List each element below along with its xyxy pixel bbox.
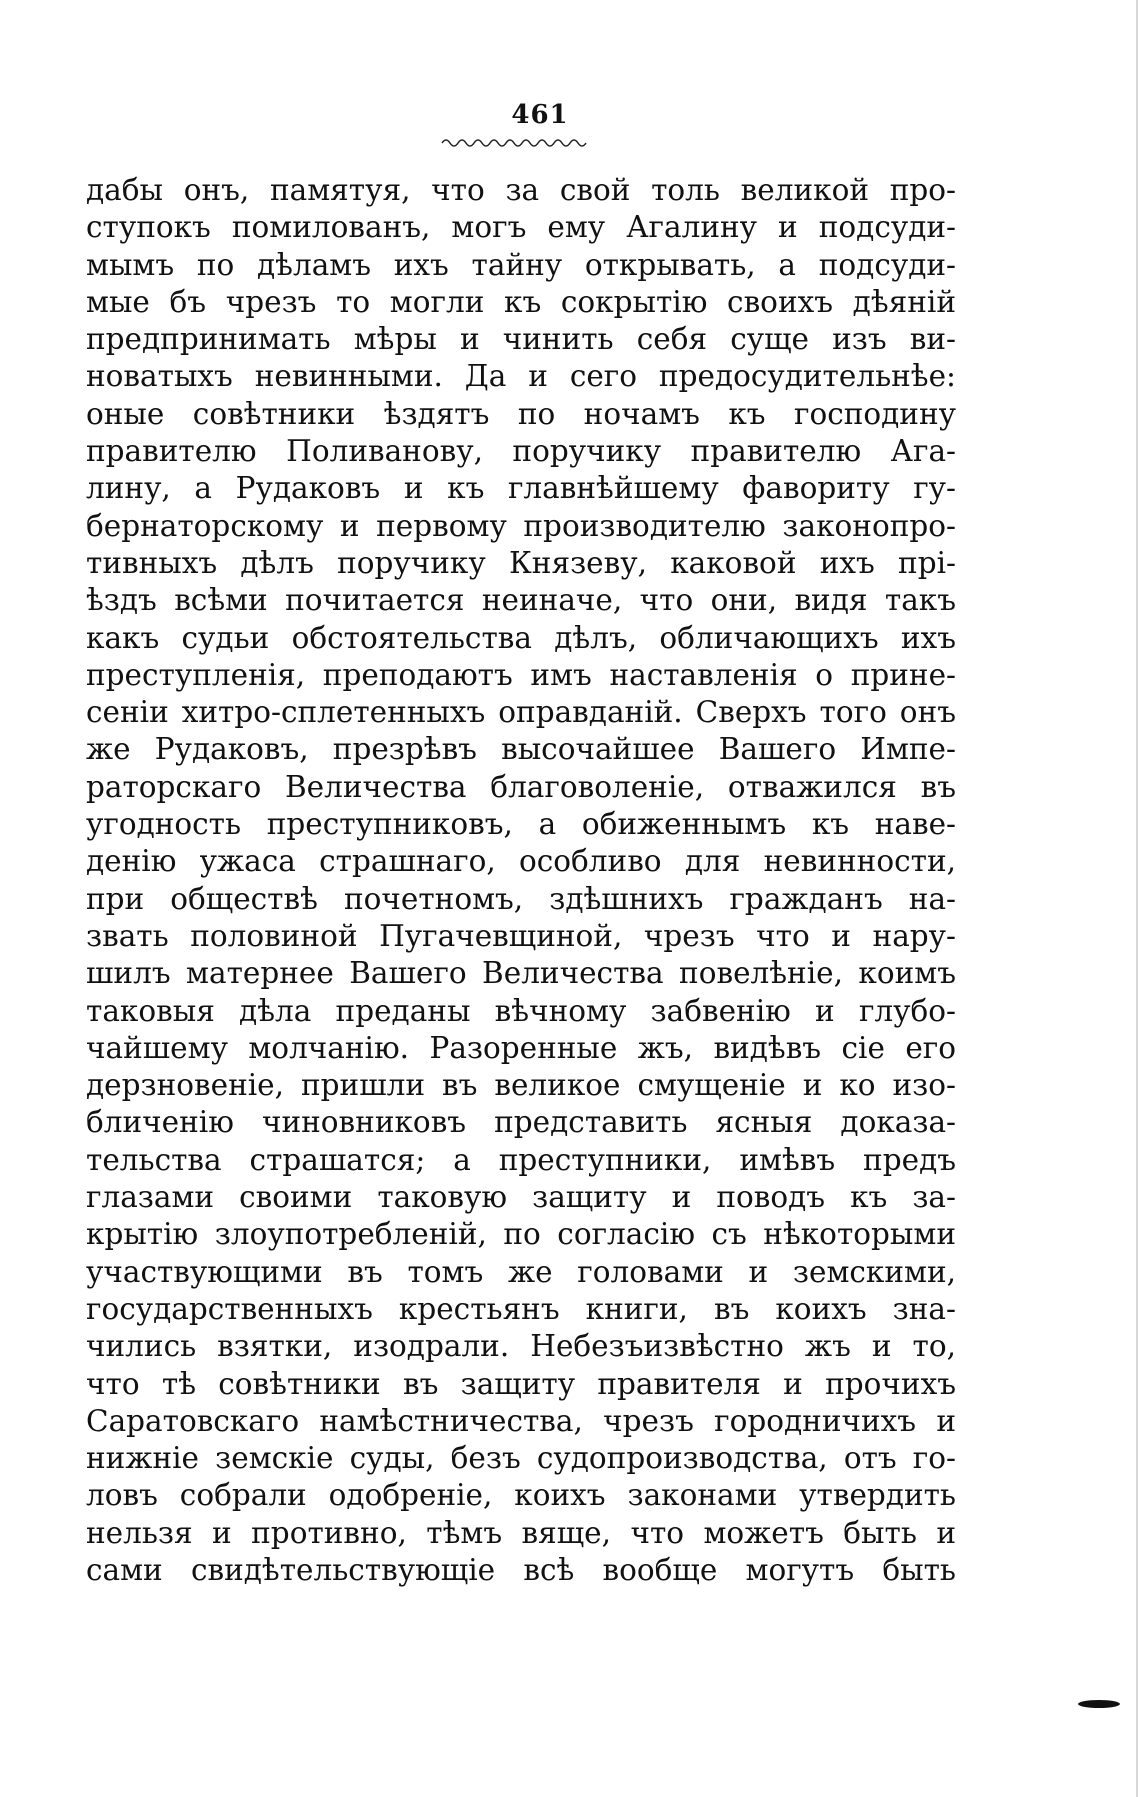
text-line: нельзя и противно, тѣмъ вяще, что можетъ быть и xyxy=(86,1515,956,1550)
text-line: сами свидѣтельствующіе всѣ вообще могутъ быть xyxy=(86,1552,956,1587)
text-line: ступокъ помилованъ, могъ ему Агалину и подсуди- xyxy=(86,210,956,245)
text-line: тивныхъ дѣлъ поручику Князеву, каковой ихъ прі- xyxy=(86,545,956,580)
text-line: участвующими въ томъ же головами и земскими, xyxy=(86,1254,956,1289)
wavy-ornament-divider xyxy=(440,135,590,149)
body-text xyxy=(86,172,956,1589)
text-line: глазами своими таковую защиту и поводъ къ за- xyxy=(86,1180,956,1215)
text-line: раторскаго Величества благоволеніе, отважился въ xyxy=(86,769,956,804)
text-line: шилъ матернее Вашего Величества повелѣніе, коимъ xyxy=(86,956,956,991)
text-line: тельства страшатся; а преступники, имѣвъ предъ xyxy=(86,1142,956,1177)
text-line: крытію злоупотребленій, по согласію съ нѣкоторыми xyxy=(86,1217,956,1252)
text-line: преступленія, преподаютъ имъ наставленія о прине- xyxy=(86,657,956,692)
text-line: дерзновеніе, пришли въ великое смущеніе и ко изо- xyxy=(86,1068,956,1103)
text-line: мымъ по дѣламъ ихъ тайну открывать, а подсуди- xyxy=(86,247,956,282)
text-line: ловъ собрали одобреніе, коихъ законами утвердить xyxy=(86,1478,956,1513)
text-line: предпринимать мѣры и чинить себя суще изъ ви- xyxy=(86,322,956,357)
text-line: дабы онъ, памятуя, что за свой толь великой про- xyxy=(86,173,956,207)
text-line: таковыя дѣла преданы вѣчному забвенію и глубо- xyxy=(86,993,956,1028)
text-line: угодность преступниковъ, а обиженнымъ къ наве- xyxy=(86,807,956,842)
text-line: Саратовскаго намѣстничества, чрезъ городничихъ и xyxy=(86,1403,956,1438)
text-line: новатыхъ невинными. Да и сего предосудительнѣе: xyxy=(86,359,956,394)
text-line: лину, а Рудаковъ и къ главнѣйшему фавориту гу- xyxy=(86,471,956,506)
text-line: нижніе земскіе суды, безъ судопроизводства, отъ го- xyxy=(86,1441,956,1476)
text-line: какъ судьи обстоятельства дѣлъ, обличающихъ ихъ xyxy=(86,620,956,655)
page-edge-line xyxy=(1136,0,1138,1797)
text-line: бернаторскому и первому производителю законопро- xyxy=(86,508,956,543)
text-line: звать половиной Пугачевщиной, чрезъ что и нару- xyxy=(86,918,956,953)
text-line: сеніи хитро-сплетенныхъ оправданій. Сверхъ того онъ xyxy=(86,695,956,730)
text-line: чились взятки, изодрали. Небезъизвѣстно жъ и то, xyxy=(86,1329,956,1364)
text-line: чайшему молчанію. Разоренные жъ, видѣвъ сіе его xyxy=(86,1030,956,1065)
page-number: 461 xyxy=(511,100,569,130)
text-line: при обществѣ почетномъ, здѣшнихъ гражданъ на- xyxy=(86,881,956,916)
text-line: же Рудаковъ, презрѣвъ высочайшее Вашего Импе- xyxy=(86,732,956,767)
text-line: денію ужаса страшнаго, особливо для невинности, xyxy=(86,844,956,879)
catchword-dash-mark xyxy=(1078,1700,1120,1708)
text-line: мые бъ чрезъ то могли къ сокрытію своихъ дѣяній xyxy=(86,284,956,319)
text-line: бличенію чиновниковъ представить ясныя доказа- xyxy=(86,1105,956,1140)
text-line: ѣздъ всѣми почитается неиначе, что они, видя такъ xyxy=(86,583,956,618)
text-line: правителю Поливанову, поручику правителю Ага- xyxy=(86,434,956,469)
text-line: оные совѣтники ѣздятъ по ночамъ къ господину xyxy=(86,396,956,431)
text-line: государственныхъ крестьянъ книги, въ коихъ зна- xyxy=(86,1291,956,1326)
text-line: что тѣ совѣтники въ защиту правителя и прочихъ xyxy=(86,1366,956,1401)
